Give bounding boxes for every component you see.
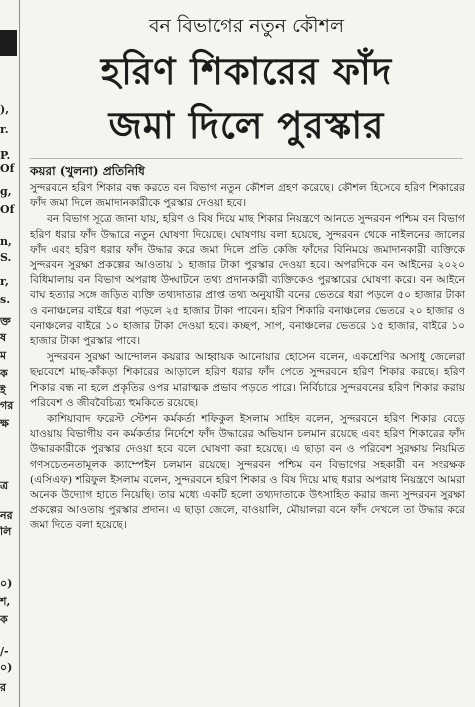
fragment-text: লি (0, 526, 12, 538)
headline-line: হরিণ শিকারের ফাঁদ (100, 49, 393, 93)
fragment-text: /- (0, 646, 9, 658)
fragment-text: S. (0, 252, 12, 264)
fragment-text: নর (0, 510, 13, 522)
fragment-text: ক্ষ (0, 418, 9, 430)
article-body (30, 181, 465, 535)
fragment-text: r. (0, 124, 9, 136)
headline-divider (30, 158, 463, 159)
fragment-text: ম (0, 350, 7, 362)
fragment-text: r, (0, 276, 9, 288)
column-header-band (0, 30, 17, 56)
fragment-text: শ, (0, 596, 11, 608)
fragment-text: s. (0, 294, 11, 306)
article-headline (24, 44, 469, 152)
neighbour-column (0, 0, 17, 707)
fragment-text: ক (0, 368, 8, 380)
fragment-text: র (0, 682, 7, 694)
article-kicker: বন বিভাগের নতুন কৌশল (148, 15, 345, 37)
fragment-text: গর (0, 400, 14, 412)
column-divider (19, 0, 20, 707)
news-article (24, 0, 469, 707)
article-paragraph: কাশিয়াবাদ ফরেস্ট স্টেশন কর্মকর্তা শফিকুল ইসলাম সাহিদ বলেন, সুন্দরবনে হরিণ শিকার বেড়ে যাওয়ায় বিভাগীয় বন কর্মকর্তার নির্দেশে ফাঁদ উদ্ধারের অভিযান চলমান রয়েছে এবং হরিণ শিকারের ফাঁদ উদ্ধারকারীকে পুরস্কার দেওয়া হবে বলে ঘোষণা করা হয়েছে। এ ছাড়া বন ও পরিবেশ সুরক্ষায় নিয়মিত গণসচেতনতামূলক ক্যাম্পেইন চলমান রয়েছে। সুন্দরবন পশ্চিম বন বিভাগের সহকারী বন সংরক্ষক (এসিএফ) শরিফুল ইসলাম বলেন, সুন্দরবনে হরিণ শিকার ও বিষ দিয়ে মাছ ধরার অপরাধ নিয়ন্ত্রণে আমরা অনেক উদ্যোগ হাতে নিয়েছি। তার মধ্যে একটি হলো তথ্যদাতাকে উৎসাহিত করার জন্য সুন্দরবন সুরক্ষা প্রকল্পের আওতায় পুরস্কার প্রদান। এ ছাড়া জেলে, বাওয়ালি, মৌয়ালরা বনে ফাঁদ দেখলে তা উদ্ধার করে জমা দিতে বলা হয়েছে। (30, 413, 465, 532)
fragment-text: ক (0, 614, 8, 626)
fragment-text: ত্র (0, 480, 9, 492)
headline-line: জমা দিলে পুরস্কার (108, 103, 385, 147)
fragment-text: ০) (0, 662, 13, 674)
fragment-text: ই (0, 385, 6, 397)
fragment-text: ), (0, 104, 10, 116)
article-paragraph: বন বিভাগ সূত্রে জানা যায়, হরিণ ও বিষ দিয়ে মাছ শিকার নিয়ন্ত্রণে আনতে সুন্দরবন পশ্চিম বন বিভাগ হরিণ ধরার ফাঁদ উদ্ধারে নতুন ঘোষণা দিয়েছে। ঘোষণায় বলা হয়েছে, সুন্দরবন থেকে নাইলনের জালের ফাঁদ এবং হরিণ ধরার ফাঁদ উদ্ধার করে জমা দিলে প্রতি কেজি ফাঁদের বিনিময়ে জমাদানকারী ব্যক্তিকে সুন্দরবন সুরক্ষা প্রকল্পের আওতায় ১ হাজার টাকা পুরস্কার দেওয়া হবে। অপরদিকে বন আইনের ২০২০ বিধিমালায় বন বিভাগ অপরাধ উদ্ঘাটনে তথ্য প্রদানকারী ব্যক্তিকেও পুরস্কারের ঘোষণা করে। বন আইনে বাঘ হত্যার সঙ্গে জড়িত ব্যক্তি তথ্যদাতার প্রাপ্ত তথ্য অনুযায়ী বনের ভেতরে ধরা পড়লে ৫০ হাজার টাকা ও বনাঞ্চলের বাইরে ধরা পড়লে ২৫ হাজার টাকা পাবেন। হরিণ শিকারি বনাঞ্চলের ভেতরে ২০ হাজার ও বনাঞ্চলের বাইরে ১০ হাজার টাকা দেওয়া হবে। কচ্ছপ, সাপ, বনাঞ্চলের ভেতরে ১৫ হাজার, বাইরে ১০ হাজার টাকা পুরস্কার পাবে। (30, 213, 465, 348)
fragment-text: ০) (0, 578, 13, 590)
article-byline: কয়রা (খুলনা) প্রতিনিধি (30, 164, 145, 178)
fragment-text: ষ (0, 332, 7, 344)
fragment-text: n, (0, 236, 12, 248)
fragment-text: Of (0, 163, 15, 175)
fragment-text: P. (0, 150, 11, 162)
article-paragraph: সুন্দরবন সুরক্ষা আন্দোলন কয়রার আহ্বায়ক আনোয়ার হোসেন বলেন, একশ্রেণির অসাধু জেলেরা ছদ্মবেশে মাছ-কাঁকড়া শিকারের আড়ালে হরিণ ধরার ফাঁদ পেতে সুন্দরবনে হরিণ শিকার করছে। হরিণ শিকার বন্ধ না হলে প্রকৃতির ওপর মারাত্মক প্রভাব পড়তে পারে। নির্বিচারে সুন্দরবনের হরিণ শিকার করায় পরিবেশ ও জীববৈচিত্র্য হুমকিতে রয়েছে। (30, 351, 465, 409)
fragment-text: Of (0, 204, 15, 216)
fragment-text: ক্ত (0, 316, 11, 328)
fragment-text: g, (0, 186, 12, 198)
article-paragraph: সুন্দরবনে হরিণ শিকার বন্ধ করতে বন বিভাগ নতুন কৌশল গ্রহণ করেছে। কৌশল হিসেবে হরিণ শিকারের ফাঁদ জমা দিলে জমাদানকারীকে পুরস্কার দেওয়া হবে। (30, 182, 465, 210)
